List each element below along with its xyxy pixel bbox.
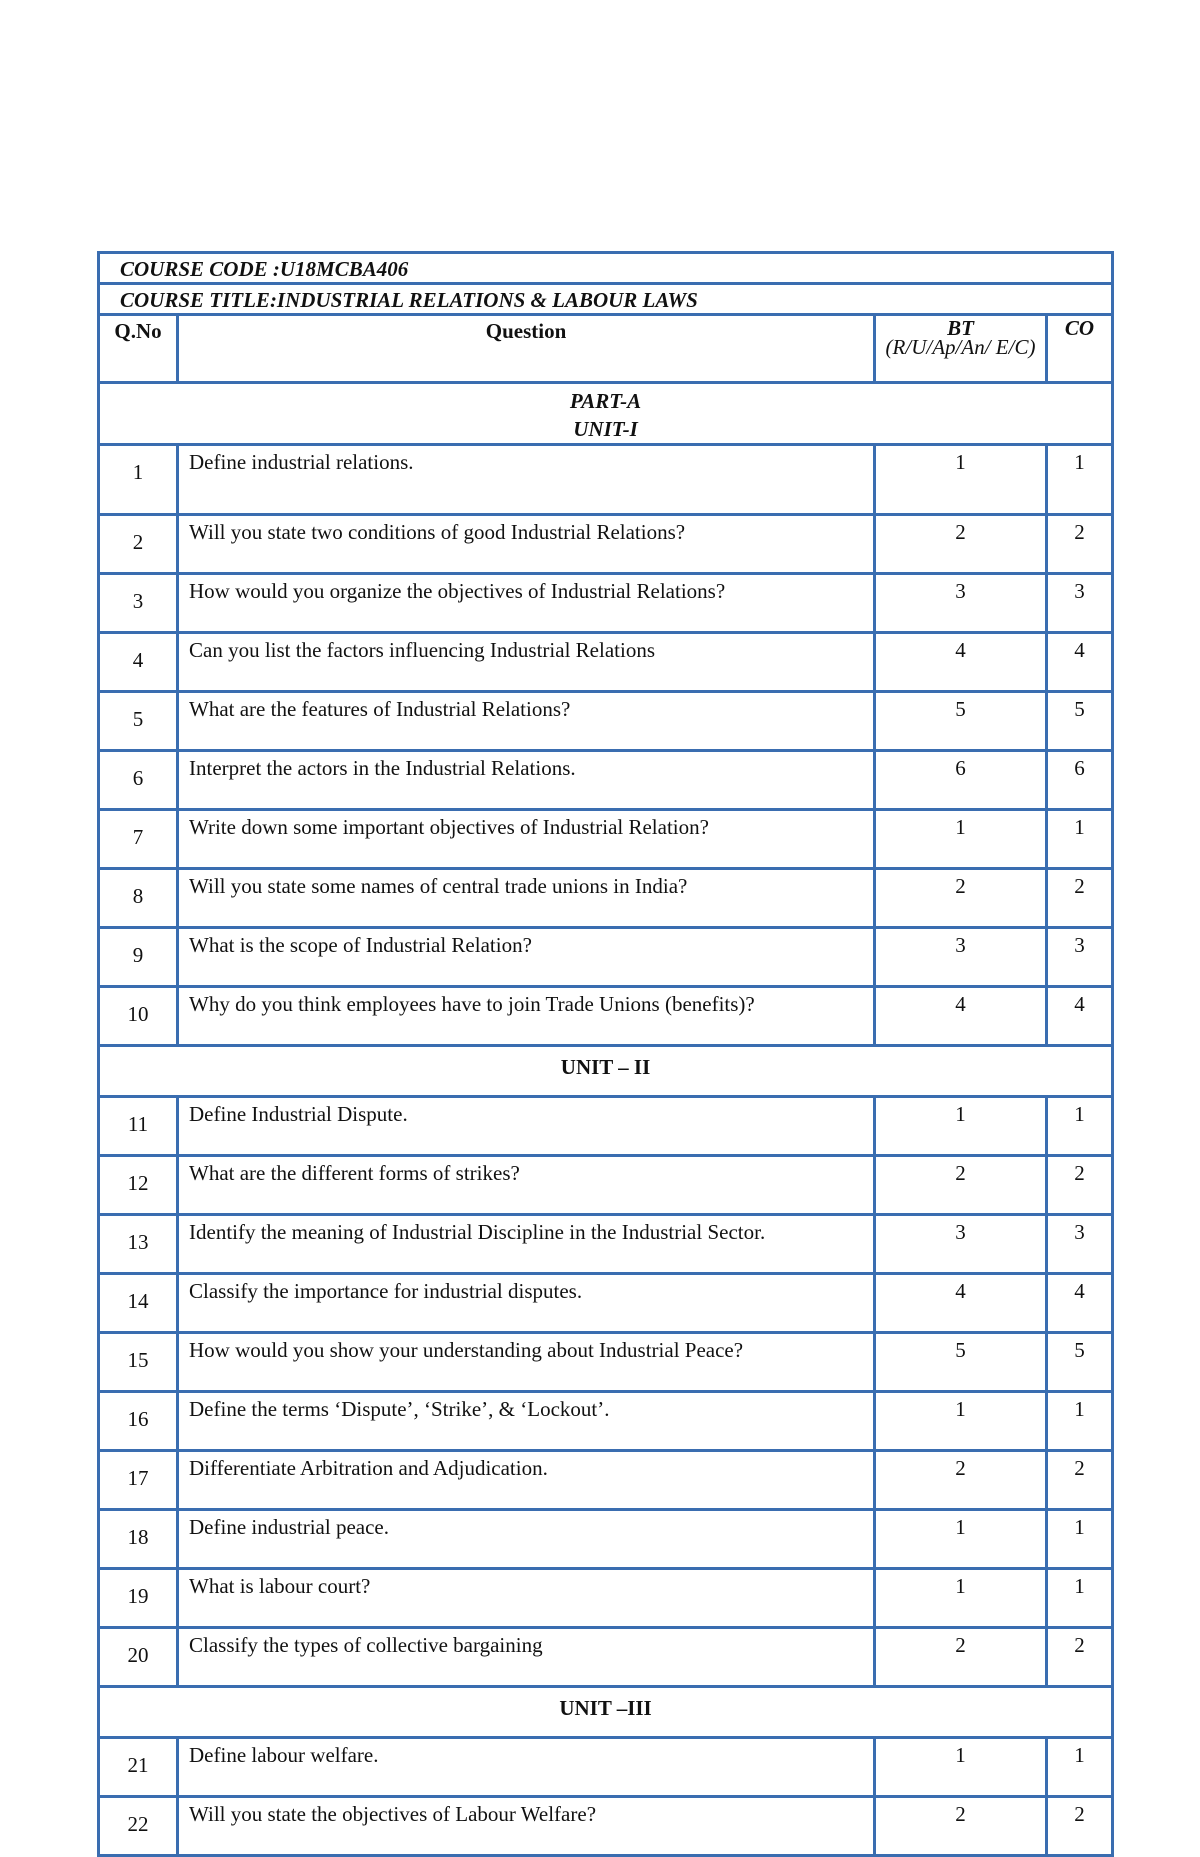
question-text: How would you organize the objectives of Industrial Relations? [178, 574, 875, 633]
question-row [99, 574, 1113, 633]
question-number: 19 [99, 1569, 178, 1628]
question-number: 8 [99, 869, 178, 928]
question-number: 21 [99, 1738, 178, 1797]
course-title: COURSE TITLE:INDUSTRIAL RELATIONS & LABOUR LAWS [99, 284, 1113, 315]
question-number: 12 [99, 1156, 178, 1215]
question-row [99, 1274, 1113, 1333]
column-header-question: Question [178, 315, 875, 383]
co-value: 4 [1047, 1274, 1113, 1333]
question-row [99, 1628, 1113, 1687]
bt-level: 1 [875, 1097, 1047, 1156]
question-text: Can you list the factors influencing Industrial Relations [178, 633, 875, 692]
question-row [99, 1156, 1113, 1215]
question-text: What is the scope of Industrial Relation? [178, 928, 875, 987]
question-text: Define industrial relations. [178, 445, 875, 515]
question-number: 14 [99, 1274, 178, 1333]
co-value: 1 [1047, 810, 1113, 869]
bt-level: 2 [875, 869, 1047, 928]
co-value: 3 [1047, 928, 1113, 987]
question-text: How would you show your understanding about Industrial Peace? [178, 1333, 875, 1392]
bt-level: 2 [875, 515, 1047, 574]
co-value: 6 [1047, 751, 1113, 810]
question-row [99, 1392, 1113, 1451]
question-number: 9 [99, 928, 178, 987]
question-row [99, 1097, 1113, 1156]
question-text: Interpret the actors in the Industrial Relations. [178, 751, 875, 810]
bt-level: 1 [875, 445, 1047, 515]
question-text: What are the features of Industrial Relations? [178, 692, 875, 751]
question-row [99, 1797, 1113, 1856]
co-value: 2 [1047, 869, 1113, 928]
co-value: 3 [1047, 1215, 1113, 1274]
question-row [99, 515, 1113, 574]
bt-level: 1 [875, 1510, 1047, 1569]
bt-level: 1 [875, 810, 1047, 869]
bt-level: 1 [875, 1738, 1047, 1797]
question-row [99, 1510, 1113, 1569]
question-text: Classify the importance for industrial disputes. [178, 1274, 875, 1333]
bt-label: BT [947, 316, 974, 340]
co-value: 2 [1047, 1797, 1113, 1856]
bt-level: 4 [875, 1274, 1047, 1333]
question-row [99, 633, 1113, 692]
question-text: Define industrial peace. [178, 1510, 875, 1569]
co-value: 4 [1047, 987, 1113, 1046]
question-number: 16 [99, 1392, 178, 1451]
bt-level: 5 [875, 692, 1047, 751]
question-row [99, 987, 1113, 1046]
question-row [99, 810, 1113, 869]
question-bank-table [97, 251, 1114, 1857]
part-label: PART-A [569, 389, 642, 413]
bt-level: 5 [875, 1333, 1047, 1392]
question-number: 5 [99, 692, 178, 751]
column-header-bt [875, 315, 1047, 383]
bt-level: 2 [875, 1797, 1047, 1856]
co-value: 1 [1047, 1569, 1113, 1628]
co-value: 5 [1047, 1333, 1113, 1392]
co-value: 2 [1047, 1628, 1113, 1687]
column-header-qno: Q.No [99, 315, 178, 383]
bt-level: 1 [875, 1569, 1047, 1628]
bt-level: 3 [875, 574, 1047, 633]
question-number: 17 [99, 1451, 178, 1510]
co-value: 2 [1047, 515, 1113, 574]
bt-level: 2 [875, 1156, 1047, 1215]
co-value: 1 [1047, 1097, 1113, 1156]
question-text: Classify the types of collective bargaining [178, 1628, 875, 1687]
question-row [99, 1333, 1113, 1392]
question-number: 22 [99, 1797, 178, 1856]
question-row [99, 751, 1113, 810]
question-text: Will you state two conditions of good Industrial Relations? [178, 515, 875, 574]
co-value: 4 [1047, 633, 1113, 692]
question-number: 10 [99, 987, 178, 1046]
question-number: 1 [99, 445, 178, 515]
section-unit-3: UNIT –III [99, 1687, 1113, 1738]
question-text: Will you state the objectives of Labour Welfare? [178, 1797, 875, 1856]
question-number: 18 [99, 1510, 178, 1569]
co-value: 1 [1047, 1510, 1113, 1569]
question-text: Identify the meaning of Industrial Discipline in the Industrial Sector. [178, 1215, 875, 1274]
question-row [99, 692, 1113, 751]
question-text: What are the different forms of strikes? [178, 1156, 875, 1215]
question-row [99, 1451, 1113, 1510]
question-number: 6 [99, 751, 178, 810]
bt-level: 6 [875, 751, 1047, 810]
question-number: 3 [99, 574, 178, 633]
question-text: Will you state some names of central trade unions in India? [178, 869, 875, 928]
section-part-a-unit-1 [99, 383, 1113, 445]
question-text: Why do you think employees have to join Trade Unions (benefits)? [178, 987, 875, 1046]
bt-levels: (R/U/Ap/An/ E/C) [885, 335, 1036, 359]
question-row [99, 445, 1113, 515]
question-row [99, 1738, 1113, 1797]
section-unit-2: UNIT – II [99, 1046, 1113, 1097]
question-number: 20 [99, 1628, 178, 1687]
question-text: Define labour welfare. [178, 1738, 875, 1797]
bt-level: 4 [875, 633, 1047, 692]
bt-level: 3 [875, 1215, 1047, 1274]
question-row [99, 1215, 1113, 1274]
co-value: 1 [1047, 445, 1113, 515]
question-text: What is labour court? [178, 1569, 875, 1628]
question-text: Differentiate Arbitration and Adjudication. [178, 1451, 875, 1510]
question-text: Define Industrial Dispute. [178, 1097, 875, 1156]
bt-level: 2 [875, 1628, 1047, 1687]
co-value: 1 [1047, 1392, 1113, 1451]
co-value: 2 [1047, 1451, 1113, 1510]
co-value: 1 [1047, 1738, 1113, 1797]
co-value: 5 [1047, 692, 1113, 751]
bt-level: 1 [875, 1392, 1047, 1451]
question-number: 4 [99, 633, 178, 692]
co-value: 3 [1047, 574, 1113, 633]
course-code: COURSE CODE :U18MCBA406 [99, 253, 1113, 284]
co-value: 2 [1047, 1156, 1113, 1215]
unit-label: UNIT-I [573, 417, 638, 441]
question-row [99, 869, 1113, 928]
bt-level: 2 [875, 1451, 1047, 1510]
question-row [99, 1569, 1113, 1628]
question-text: Write down some important objectives of Industrial Relation? [178, 810, 875, 869]
question-number: 15 [99, 1333, 178, 1392]
bt-level: 3 [875, 928, 1047, 987]
column-header-co: CO [1047, 315, 1113, 383]
question-number: 2 [99, 515, 178, 574]
bt-level: 4 [875, 987, 1047, 1046]
question-row [99, 928, 1113, 987]
question-number: 11 [99, 1097, 178, 1156]
question-number: 7 [99, 810, 178, 869]
question-number: 13 [99, 1215, 178, 1274]
question-text: Define the terms ‘Dispute’, ‘Strike’, & ‘Lockout’. [178, 1392, 875, 1451]
